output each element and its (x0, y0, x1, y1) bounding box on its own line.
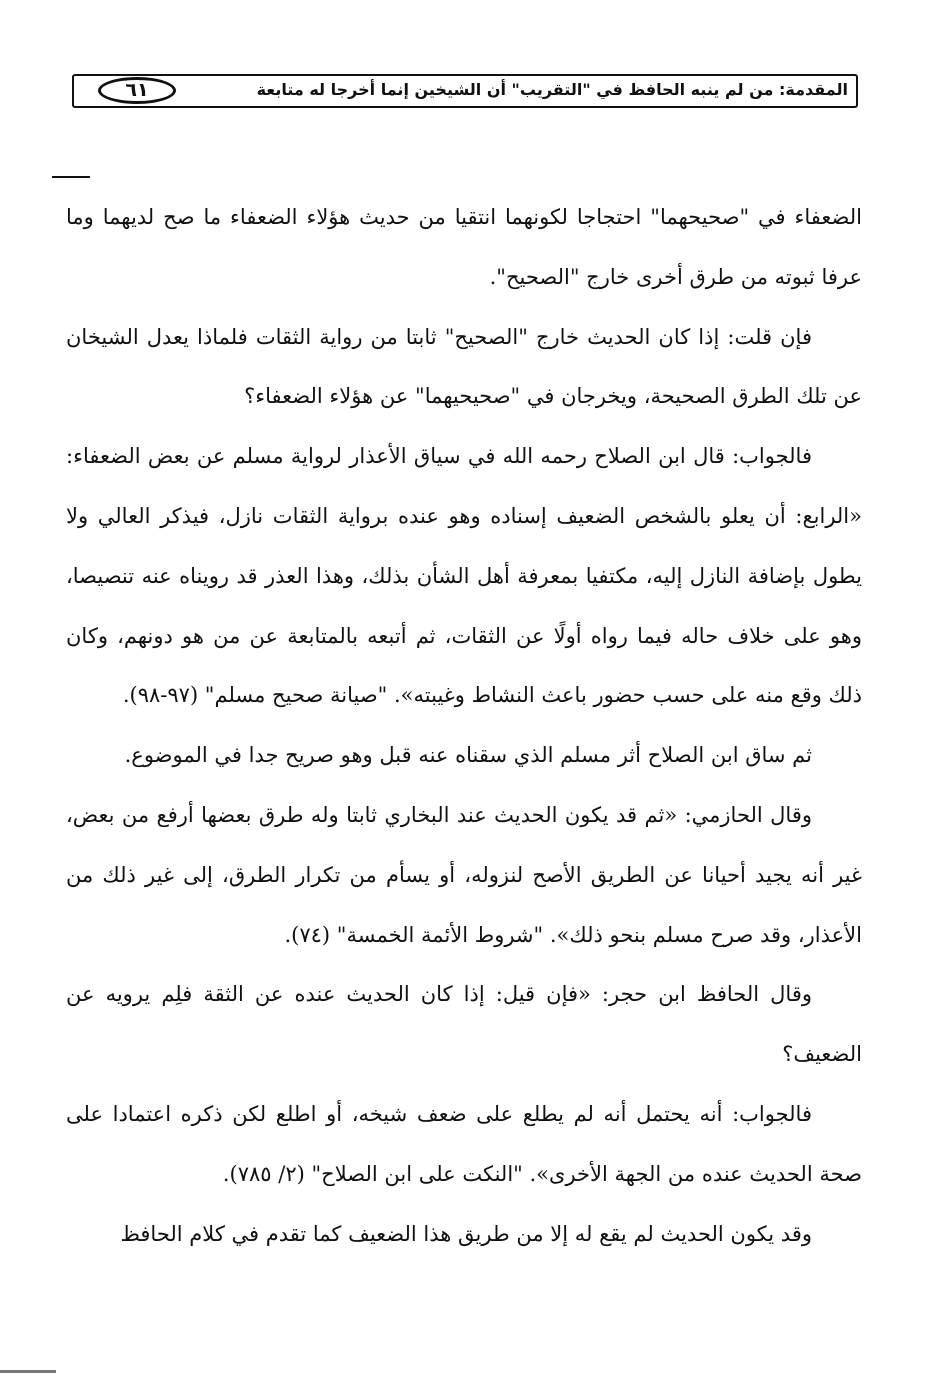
page-number: ٦١ (98, 77, 176, 104)
header-title: المقدمة: من لم ينبه الحافظ في "التقريب" أن الشيخين إنما أخرجا له متابعة (256, 80, 848, 99)
paragraph: ثم ساق ابن الصلاح أثر مسلم الذي سقناه عنه قبل وهو صريح جدا في الموضوع. (124, 743, 812, 768)
paragraph: وقد يكون الحديث لم يقع له إلا من طريق هذا الضعيف كما تقدم في كلام الحافظ (120, 1221, 812, 1246)
bottom-margin-rule (0, 1370, 56, 1373)
paragraph: فالجواب: أنه يحتمل أنه لم يطلع على ضعف شيخه، أو اطلع لكن ذكره اعتمادا على صحة الحديث عنده من الجهة الأخرى». "النكت على ابن الصلاح" (٢/ ٧٨٥). (66, 1101, 862, 1186)
paragraph: فإن قلت: إذا كان الحديث خارج "الصحيح" ثابتا من رواية الثقات فلماذا يعدل الشيخان عن تلك الطرق الصحيحة، ويخرجان في "صحيحيهما" عن هؤلاء الضعفاء؟ (66, 324, 862, 409)
paragraph: فالجواب: قال ابن الصلاح رحمه الله في سياق الأعذار لرواية مسلم عن بعض الضعفاء: «الرابع: أن يعلو بالشخص الضعيف إسناده وهو عنده برواية الثقات نازل، فيذكر العالي ولا يطول بإضافة النازل إليه، مكتفيا بمعرفة أهل الشأن بذلك، وهذا العذر قد رويناه عنه تنصيصا، وهو على خلاف حاله فيما رواه أولًا عن الثقات، ثم أتبعه بالمتابعة عن من هو دونهم، وكان ذلك وقع منه على حسب حضور باعث النشاط وغيبته». "صيانة صحيح مسلم" (٩٧-٩٨). (66, 444, 862, 708)
top-margin-rule (52, 176, 90, 178)
running-header (72, 74, 858, 108)
paragraph: الضعفاء في "صحيحهما" احتجاجا لكونهما انتقيا من حديث هؤلاء الضعفاء ما صح لديهما وما عرفا ثبوته من طرق أخرى خارج "الصحيح". (66, 205, 862, 289)
paragraph: وقال الحازمي: «ثم قد يكون الحديث عند البخاري ثابتا وله طرق بعضها أرفع من بعض، غير أنه يجيد أحيانا عن الطريق الأصح لنزوله، أو يسأم من تكرار الطرق، إلى غير ذلك من الأعذار، وقد صرح مسلم بنحو ذلك». "شروط الأئمة الخمسة" (٧٤). (66, 802, 862, 947)
paragraph: وقال الحافظ ابن حجر: «فإن قيل: إذا كان الحديث عنده عن الثقة فلِم يرويه عن الضعيف؟ (66, 982, 862, 1067)
page-body (66, 188, 862, 1264)
